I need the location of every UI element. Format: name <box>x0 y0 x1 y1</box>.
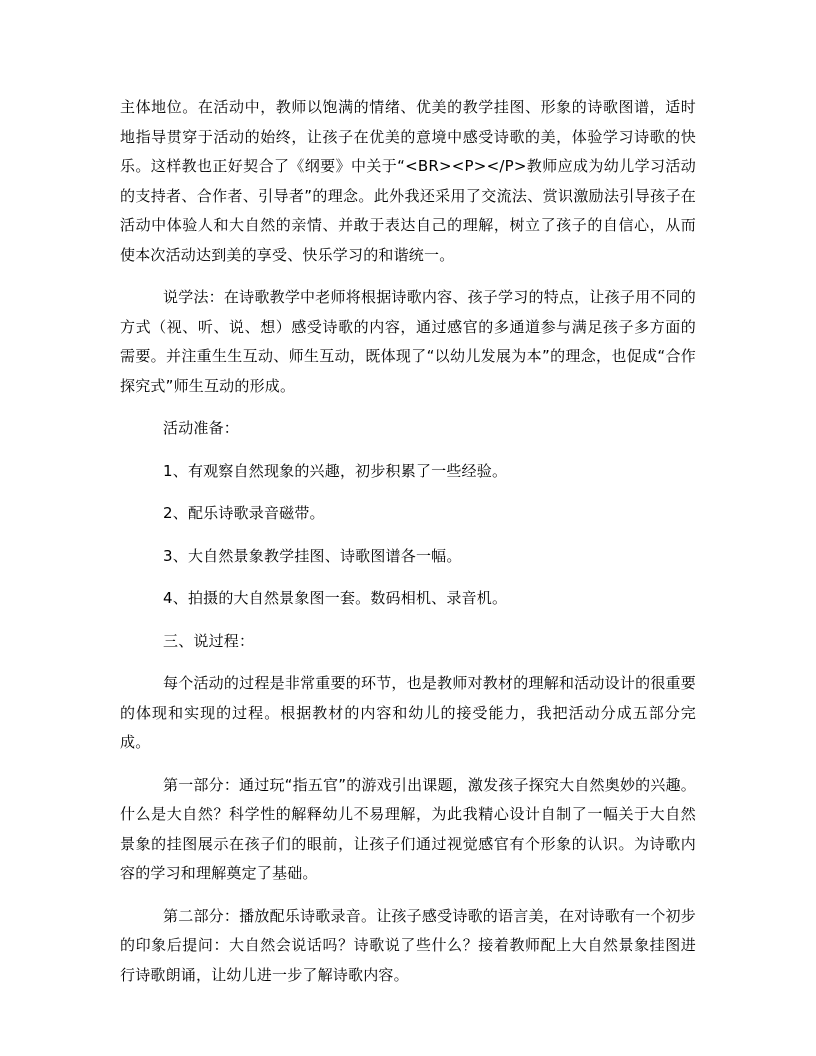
list-item-preparation-1: 1、有观察自然现象的兴趣，初步积累了一些经验。 <box>163 461 508 480</box>
paragraph-teaching-method-end: 主体地位。在活动中，教师以饱满的情绪、优美的教学挂图、形象的诗歌图谱，适时地指导贯穿于活动的始终，让孩子在优美的意境中感受诗歌的美，体验学习诗歌的快乐。这样教也正好契合了《纲要》中关于“<BR><P></P>教师应成为幼儿学习活动的支持者、合作者、引导者”的理念。此外我还采用了交流法、赏识激励法引导孩子在活动中体验人和大自然的亲情、并敢于表达自己的理解，树立了孩子的自信心，从而使本次活动达到美的享受、快乐学习的和谐统一。 <box>120 98 696 264</box>
paragraph-part-one: 第一部分：通过玩“指五官”的游戏引出课题，激发孩子探究大自然奥妙的兴趣。什么是大自然？科学性的解释幼儿不易理解，为此我精心设计自制了一幅关于大自然景象的挂图展示在孩子们的眼前，让孩子们通过视觉感官有个形象的认识。为诗歌内容的学习和理解奠定了基础。 <box>120 775 696 882</box>
list-item-preparation-3: 3、大自然景象教学挂图、诗歌图谱各一幅。 <box>163 546 462 565</box>
heading-activity-preparation: 活动准备： <box>163 419 240 437</box>
document-page <box>120 93 696 1003</box>
list-item-preparation-2: 2、配乐诗歌录音磁带。 <box>163 504 325 522</box>
heading-process: 三、说过程： <box>163 631 255 650</box>
paragraph-learning-method: 说学法：在诗歌教学中老师将根据诗歌内容、孩子学习的特点，让孩子用不同的方式（视、听、说、想）感受诗歌的内容，通过感官的多通道参与满足孩子多方面的需要。并注重生生互动、师生互动，既体现了“以幼儿发展为本”的理念，也促成“合作探究式”师生互动的形成。 <box>120 288 696 395</box>
paragraph-part-two: 第二部分：播放配乐诗歌录音。让孩子感受诗歌的语言美，在对诗歌有一个初步的印象后提问：大自然会说话吗？诗歌说了些什么？接着教师配上大自然景象挂图进行诗歌朗诵，让幼儿进一步了解诗歌内容。 <box>120 906 696 984</box>
paragraph-process-intro: 每个活动的过程是非常重要的环节，也是教师对教材的理解和活动设计的很重要的体现和实现的过程。根据教材的内容和幼儿的接受能力，我把活动分成五部分完成。 <box>120 674 696 751</box>
list-item-preparation-4: 4、拍摄的大自然景象图一套。数码相机、录音机。 <box>163 589 508 607</box>
